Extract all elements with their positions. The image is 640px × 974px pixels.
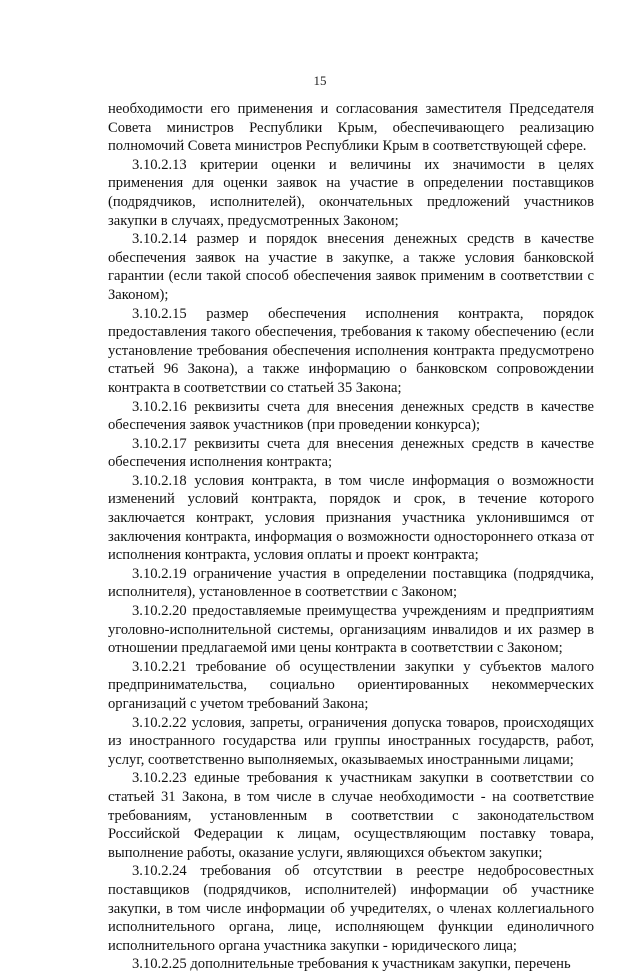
page-number: 15: [313, 73, 327, 88]
paragraph-3-10-2-18: 3.10.2.18 условия контракта, в том числе информация о возможности изменений условий контракта, порядок и срок, в течение которого заключается контракт, условия признания участника уклонившимся от заключения контракта, информация о возможности одностороннего отказа от исполнения контракта, условия оплаты и проект контракта;: [108, 472, 594, 564]
paragraph-3-10-2-21: 3.10.2.21 требование об осуществлении закупки у субъектов малого предпринимательства, социально ориентированных некоммерческих организаций с учетом требований Закона;: [108, 658, 594, 712]
paragraph-3-10-2-13: 3.10.2.13 критерии оценки и величины их значимости в целях применения для оценки заявок на участие в определении поставщиков (подрядчиков, исполнителей), окончательных предложений участников закупки в случаях, предусмотренных Законом;: [108, 156, 594, 229]
paragraph-3-10-2-17: 3.10.2.17 реквизиты счета для внесения денежных средств в качестве обеспечения исполнения контракта;: [108, 435, 594, 471]
paragraph-3-10-2-22: 3.10.2.22 условия, запреты, ограничения допуска товаров, происходящих из иностранного государства или группы иностранных государств, работ, услуг, соответственно выполняемых, оказываемых иностранными лицами;: [108, 714, 594, 768]
document-body: [108, 100, 594, 974]
paragraph-3-10-2-14: 3.10.2.14 размер и порядок внесения денежных средств в качестве обеспечения заявок на участие в закупке, а также условия банковской гарантии (если такой способ обеспечения заявок применим в соответствии с Законом);: [108, 231, 594, 303]
paragraph-intro: необходимости его применения и согласования заместителя Председателя Совета министров Республики Крым, обеспечивающего реализацию полномочий Совета министров Республики Крым в соответствующей сфере.: [108, 101, 594, 155]
paragraph-3-10-2-23: 3.10.2.23 единые требования к участникам закупки в соответствии со статьей 31 Закона, в том числе в случае необходимости - на соответствие требованиям, установленным в соответствии с законодательством Российской Федерации к лицам, осуществляющим поставку товара, выполнение работы, оказание услуги, являющихся объектом закупки;: [108, 770, 594, 861]
paragraph-3-10-2-20: 3.10.2.20 предоставляемые преимущества учреждениям и предприятиям уголовно-исполнительной системы, организациям инвалидов и их размер в отношении предлагаемой ими цены контракта в соответствии с Законом;: [108, 603, 594, 657]
paragraph-3-10-2-25: 3.10.2.25 дополнительные требования к участникам закупки, перечень: [132, 956, 571, 973]
paragraph-3-10-2-19: 3.10.2.19 ограничение участия в определении поставщика (подрядчика, исполнителя), установленное в соответствии с Законом;: [108, 565, 594, 601]
paragraph-3-10-2-16: 3.10.2.16 реквизиты счета для внесения денежных средств в качестве обеспечения заявок участников (при проведении конкурса);: [108, 398, 594, 434]
paragraph-3-10-2-24: 3.10.2.24 требования об отсутствии в реестре недобросовестных поставщиков (подрядчиков, исполнителей) информации об участнике закупки, в том числе информации об учредителях, о членах коллегиального исполнительного органа, лице, исполняющем функции единоличного исполнительного органа участника закупки - юридического лица;: [108, 863, 594, 954]
paragraph-3-10-2-15: 3.10.2.15 размер обеспечения исполнения контракта, порядок предоставления такого обеспечения, требования к такому обеспечению (если установление требования обеспечения исполнения контракта предусмотрено статьей 96 Закона), а также информацию о банковском сопровождении контракта в соответствии со статьей 35 Закона;: [108, 305, 594, 396]
